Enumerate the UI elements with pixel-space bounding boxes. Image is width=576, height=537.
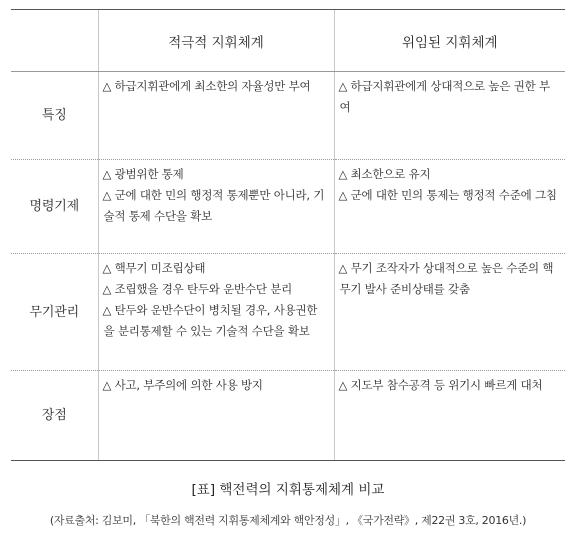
bullet-item: △ 하급지휘관에게 상대적으로 높은 권한 부여 [338,79,550,114]
table-caption: [표] 핵전력의 지휘통제체계 비교 [191,482,385,498]
bullet-item: △ 군에 대한 민의 통제는 행정적 수준에 그침 [338,188,557,202]
bullet-item: △ 무기 조작자가 상대적으로 높은 수준의 핵무기 발사 준비상태를 갖춤 [338,261,554,296]
row-label-command-mechanism: 명령기제 [11,160,98,254]
bullet-item: △ 조립했을 경우 탄두와 운반수단 분리 [102,282,293,296]
cell-delegated-features [334,72,565,160]
cell-active-features [98,72,334,160]
bullet-item: △ 군에 대한 민의 행정적 통제뿐만 아니라, 기술적 통제 수단을 확보 [102,188,325,223]
header-empty [11,10,98,72]
bullet-item: △ 탄두와 운반수단이 병치될 경우, 사용권한을 분리통제할 수 있는 기술적 수단을 확보 [102,303,318,338]
bullet-item: △ 지도부 참수공격 등 위기시 빠르게 대처 [338,378,543,392]
cell-delegated-command-mechanism [334,160,565,254]
bullet-item: △ 광범위한 통제 [102,167,184,181]
comparison-table [11,9,565,461]
cell-delegated-advantages [334,371,565,461]
header-delegated-command: 위임된 지휘체계 [334,10,565,72]
cell-delegated-weapon-management [334,254,565,371]
row-label-weapon-management: 무기관리 [11,254,98,371]
cell-active-command-mechanism [98,160,334,254]
bullet-item: △ 하급지휘관에게 최소한의 자율성만 부여 [102,79,311,93]
table-row [11,72,565,160]
table-row [11,160,565,254]
source-citation: (자료출처: 김보미, 「북한의 핵전력 지휘통제체계와 핵안정성」, 《국가전략》, 제22권 3호, 2016년.) [49,514,527,527]
row-label-features: 특징 [11,72,98,160]
header-active-command: 적극적 지휘체계 [98,10,334,72]
cell-active-weapon-management [98,254,334,371]
bullet-item: △ 사고, 부주의에 의한 사용 방지 [102,378,263,392]
table-header-row [11,10,565,72]
table-row [11,371,565,461]
row-label-advantages: 장점 [11,371,98,461]
cell-active-advantages [98,371,334,461]
table-row [11,254,565,371]
bullet-item: △ 핵무기 미조립상태 [102,261,206,275]
bullet-item: △ 최소한으로 유지 [338,167,431,181]
